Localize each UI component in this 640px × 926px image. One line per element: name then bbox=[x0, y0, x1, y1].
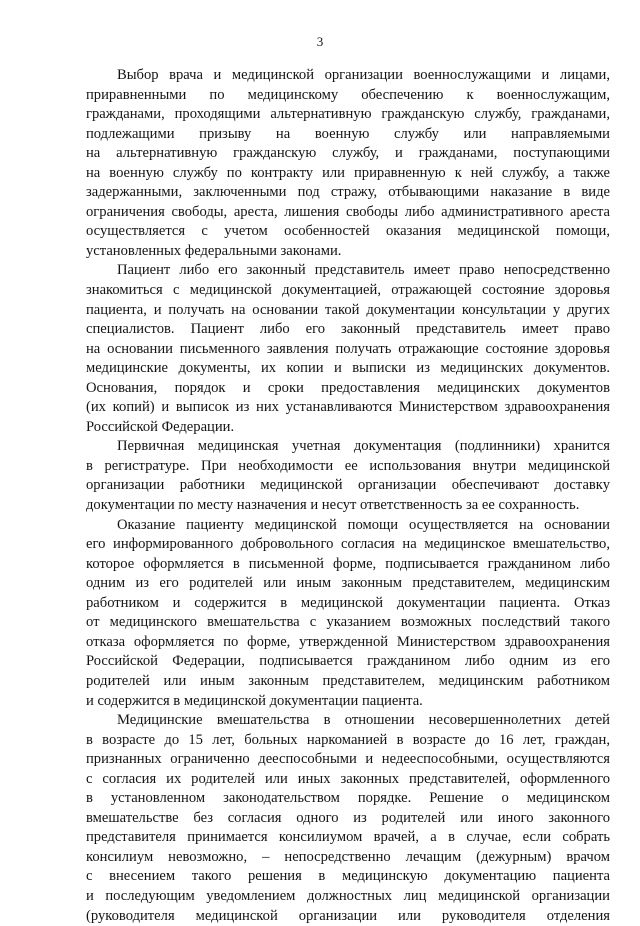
paragraph-documentation-access bbox=[86, 261, 610, 437]
paragraph-minors-interventions bbox=[86, 711, 610, 926]
paragraph-primary-records bbox=[86, 437, 610, 515]
text-line: приравненными по медицинскому обеспечению к военнослужащим, bbox=[86, 86, 610, 103]
text-line: признанных ограниченно дееспособными и недееспособными, осуществляются bbox=[86, 751, 610, 768]
text-line: гражданами, проходящими альтернативную гражданскую службу, гражданами, bbox=[86, 106, 610, 123]
paragraph-informed-consent bbox=[86, 516, 610, 711]
text-line: Оказание пациенту медицинской помощи осуществляется на основании bbox=[117, 516, 610, 533]
text-line: Российской Федерации. bbox=[86, 418, 235, 435]
text-line: представителя принимается консилиумом врачей, а в случае, если собрать bbox=[86, 829, 610, 846]
text-line: знакомиться с медицинской документацией, отражающей состояние здоровья bbox=[86, 282, 610, 299]
text-line: (их копий) и выписок из них устанавливаются Министерством здравоохранения bbox=[86, 399, 610, 416]
text-line: родителей или иным законным представителем, медицинским работником bbox=[86, 672, 610, 689]
text-line: Пациент либо его законный представитель имеет право непосредственно bbox=[117, 262, 610, 279]
text-line: Первичная медицинская учетная документация (подлинники) хранится bbox=[117, 438, 610, 455]
text-line: установленных федеральными законами. bbox=[86, 242, 342, 259]
document-body bbox=[86, 66, 610, 926]
text-line: вмешательстве без согласия одного из родителей или иного законного bbox=[86, 809, 610, 826]
text-line: на основании письменного заявления получать отражающие состояние здоровья bbox=[86, 340, 610, 357]
text-line: медицинские документы, их копии и выписки из медицинских документов. bbox=[86, 360, 610, 377]
text-line: пациента, и получать на основании такой документации консультации у других bbox=[86, 301, 610, 318]
text-line: которое оформляется в письменной форме, подписывается гражданином либо bbox=[86, 555, 610, 572]
text-line: его информированного добровольного согласия на медицинское вмешательство, bbox=[86, 536, 610, 553]
text-line: на военную службу по контракту или приравненную к ней службу, а также bbox=[86, 164, 610, 181]
text-line: с внесением такого решения в медицинскую документацию пациента bbox=[86, 868, 610, 885]
text-line: специалистов. Пациент либо его законный представитель имеет право bbox=[86, 321, 610, 338]
text-line: документации по месту назначения и несут ответственность за ее сохранность. bbox=[86, 497, 580, 514]
text-line: Основания, порядок и сроки предоставления медицинских документов bbox=[86, 379, 610, 396]
text-line: Российской Федерации, подписывается гражданином либо одним из его bbox=[86, 653, 610, 670]
text-line: подлежащими призыву на военную службу или направляемыми bbox=[86, 125, 610, 142]
text-line: консилиум невозможно, – непосредственно лечащим (дежурным) врачом bbox=[86, 848, 610, 865]
page-number: 3 bbox=[316, 34, 324, 49]
text-line: Выбор врача и медицинской организации военнослужащими и лицами, bbox=[117, 67, 610, 83]
text-line: организации работники медицинской организации обеспечивают доставку bbox=[86, 477, 610, 494]
text-line: в регистратуре. При необходимости ее использования внутри медицинской bbox=[86, 457, 610, 474]
text-line: отказа оформляется по форме, утвержденной Министерством здравоохранения bbox=[86, 633, 610, 650]
text-line: ограничения свободы, ареста, лишения свободы либо административного ареста bbox=[86, 203, 610, 220]
text-line: в установленном законодательством порядке. Решение о медицинском bbox=[86, 790, 610, 807]
paragraph-doctor-choice bbox=[86, 66, 610, 261]
text-line: одним из его родителей или иным законным представителем, медицинским bbox=[86, 575, 610, 592]
text-line: на альтернативную гражданскую службу, и гражданами, поступающими bbox=[86, 145, 610, 162]
text-line: в возрасте до 15 лет, больных наркоманией в возрасте до 16 лет, граждан, bbox=[86, 731, 610, 748]
text-line: работником и содержится в медицинской документации пациента. Отказ bbox=[86, 594, 610, 611]
text-line: задержанными, заключенными под стражу, отбывающими наказание в виде bbox=[86, 184, 610, 201]
text-line: и последующим уведомлением должностных лиц медицинской организации bbox=[86, 887, 610, 904]
text-line: от медицинского вмешательства с указанием возможных последствий такого bbox=[86, 614, 610, 631]
text-line: Медицинские вмешательства в отношении несовершеннолетних детей bbox=[117, 712, 610, 729]
text-line: осуществляется с учетом особенностей оказания медицинской помощи, bbox=[86, 223, 610, 240]
text-line: (руководителя медицинской организации или руководителя отделения bbox=[86, 907, 610, 924]
text-line: и содержится в медицинской документации пациента. bbox=[86, 692, 423, 709]
text-line: с согласия их родителей или иных законных представителей, оформленного bbox=[86, 770, 610, 787]
